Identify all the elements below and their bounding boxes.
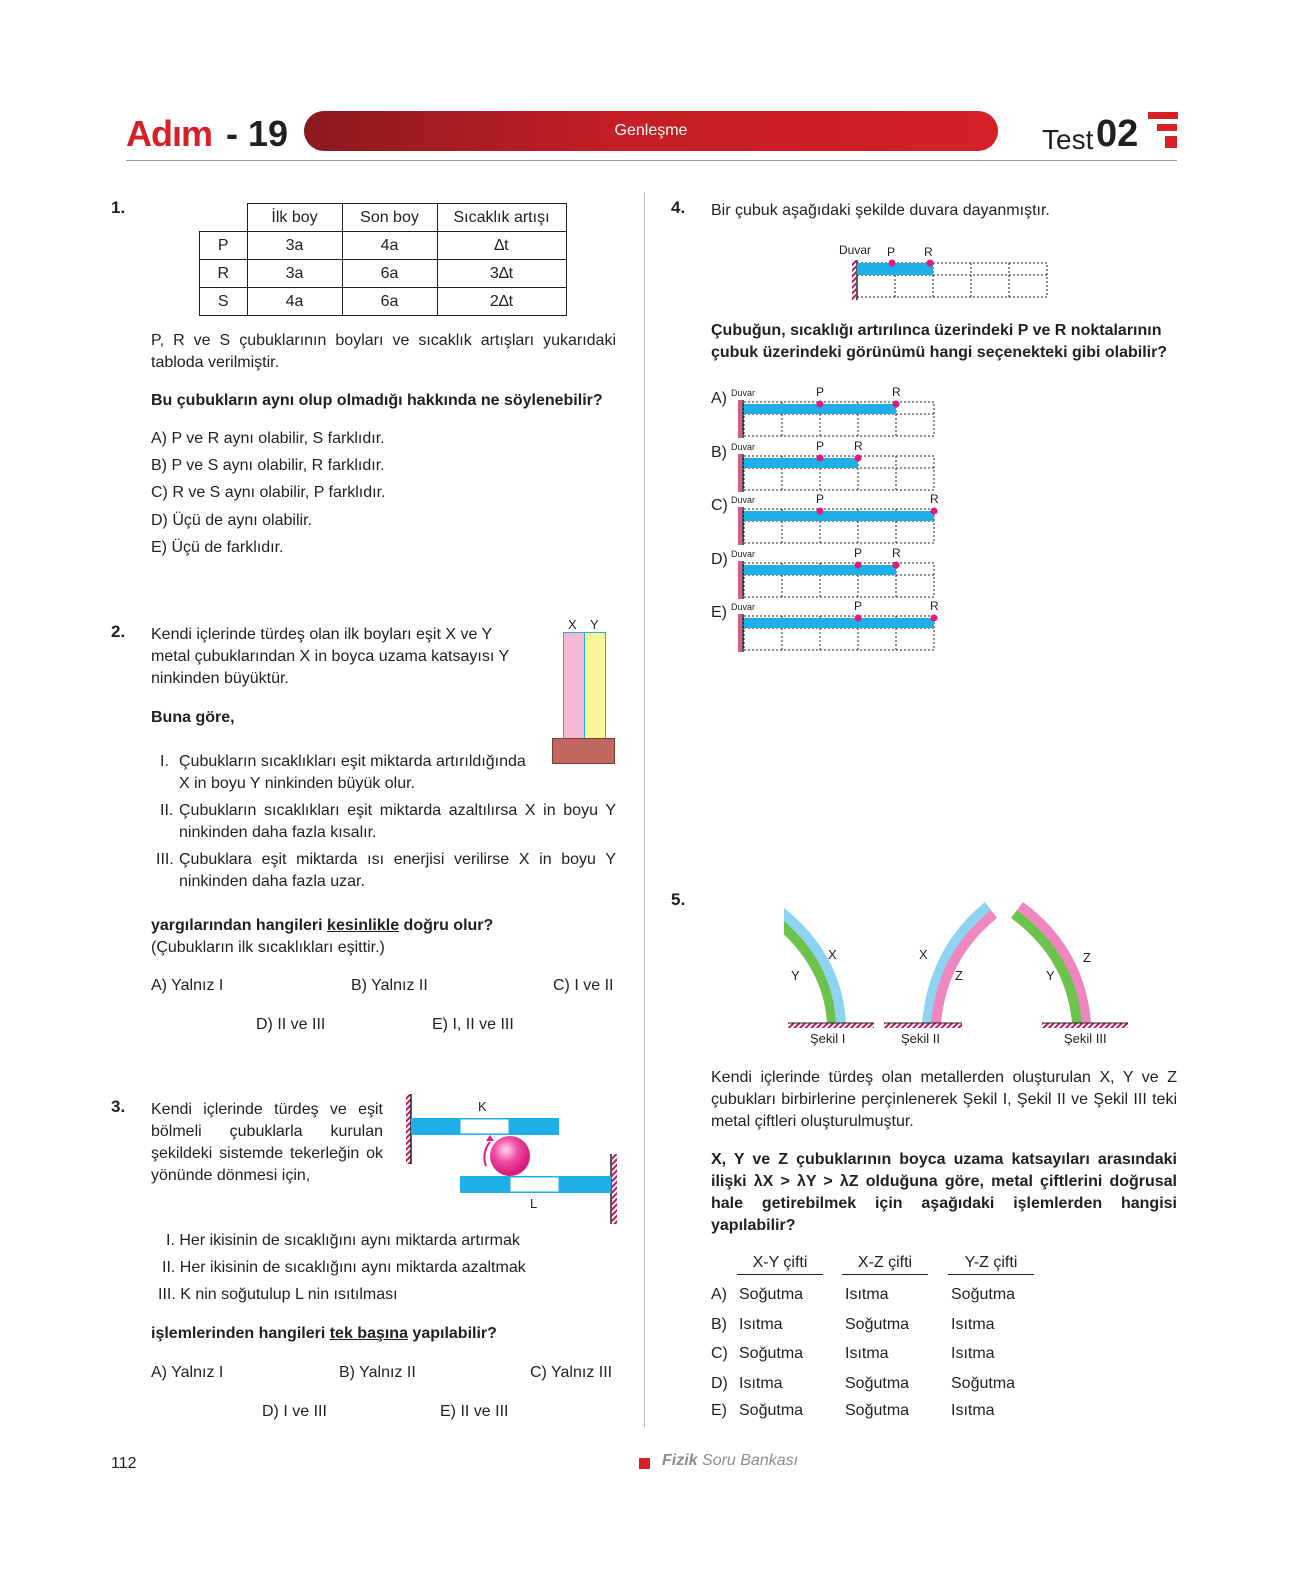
rod-x-label: X bbox=[568, 617, 577, 632]
point-r-marker bbox=[931, 615, 938, 622]
xy-value: Soğutma bbox=[739, 1286, 804, 1303]
xz-value: Soğutma bbox=[845, 1402, 910, 1419]
option-label: B) bbox=[711, 1316, 727, 1333]
table-row bbox=[200, 232, 567, 260]
figure-caption: Şekil II bbox=[901, 1031, 941, 1046]
option-b[interactable] bbox=[711, 1314, 1041, 1336]
option-e[interactable]: E) II ve III bbox=[440, 1403, 509, 1420]
xy-value: Soğutma bbox=[739, 1402, 804, 1419]
option-e[interactable]: E) Üçü de farklıdır. bbox=[151, 539, 284, 556]
option-b[interactable]: B) Yalnız II bbox=[339, 1364, 416, 1381]
point-r-label: R bbox=[854, 439, 863, 453]
brand-name: Adım bbox=[126, 113, 212, 154]
xz-value: Isıtma bbox=[845, 1286, 889, 1303]
xz-value: Soğutma bbox=[845, 1375, 910, 1392]
rod-name: S bbox=[200, 288, 248, 316]
point-r-label: R bbox=[892, 546, 901, 560]
point-r-label: R bbox=[924, 245, 933, 259]
statement-1 bbox=[166, 1230, 520, 1252]
point-r-marker bbox=[893, 562, 900, 569]
point-p-label: P bbox=[854, 546, 863, 560]
rod-grid-diagram bbox=[738, 549, 963, 601]
point-p-marker bbox=[817, 401, 824, 408]
test-number: 02 bbox=[1096, 113, 1139, 155]
prompt-emphasis: kesinlikle bbox=[327, 917, 400, 934]
option-b[interactable]: B) Yalnız II bbox=[351, 977, 428, 994]
rod-y-label: Y bbox=[590, 617, 599, 632]
yz-value: Isıtma bbox=[951, 1345, 995, 1362]
question-number: 1. bbox=[111, 198, 126, 217]
statement-text: Çubukların sıcaklıkları eşit miktarda azaltılırsa X in boyu Y ninkinden daha fazla kısalır. bbox=[179, 802, 616, 841]
wall-label: Duvar bbox=[731, 602, 756, 612]
fig3-outer-label: Z bbox=[1083, 950, 1091, 965]
statement-num: II. bbox=[160, 802, 174, 819]
statement-2 bbox=[160, 800, 616, 844]
rod-base bbox=[552, 738, 615, 764]
option-a[interactable] bbox=[711, 1284, 1041, 1306]
question-prompt bbox=[151, 1323, 497, 1345]
column-header: X-Y çifti bbox=[737, 1252, 823, 1275]
table-header: İlk boy bbox=[247, 204, 342, 232]
point-p-label: P bbox=[887, 245, 896, 259]
option-c[interactable] bbox=[711, 492, 941, 547]
question-text: Kendi içlerinde türdeş olan ilk boyları eşit X ve Y metal çubuklarından X in boyca uzama katsayısı Y ninkinden büyüktür. bbox=[151, 626, 509, 687]
prompt-part: doğru olur? bbox=[399, 917, 494, 934]
point-r-marker bbox=[931, 508, 938, 515]
rotation-arrow-icon bbox=[484, 1142, 490, 1166]
wall-right bbox=[611, 1154, 617, 1224]
figure-1 bbox=[784, 902, 874, 1028]
table-cell: 3∆t bbox=[437, 260, 566, 288]
point-p-marker bbox=[817, 455, 824, 462]
table-cell: 3a bbox=[247, 260, 342, 288]
xy-value: Soğutma bbox=[739, 1345, 804, 1362]
table-cell: 2∆t bbox=[437, 288, 566, 316]
table-cell: 6a bbox=[342, 288, 437, 316]
option-a[interactable]: A) P ve R aynı olabilir, S farklıdır. bbox=[151, 430, 385, 447]
wall-left bbox=[406, 1094, 411, 1164]
statement-text: Çubuklara eşit miktarda ısı enerjisi verilirse X in boyu Y ninkinden daha fazla uzar. bbox=[179, 851, 616, 890]
wall-label: Duvar bbox=[731, 549, 756, 559]
statement-num: II. bbox=[162, 1259, 176, 1276]
rod-bar bbox=[744, 565, 896, 575]
yz-value: Isıtma bbox=[951, 1316, 995, 1333]
rod-bar bbox=[744, 511, 934, 521]
statement-text: Her ikisinin de sıcaklığını aynı miktarda artırmak bbox=[179, 1232, 520, 1249]
statement-num: III. bbox=[156, 851, 174, 868]
topic-banner bbox=[304, 111, 998, 151]
statement-text: K nin soğutulup L nin ısıtılması bbox=[180, 1286, 398, 1303]
question-prompt: Bu çubukların aynı olup olmadığı hakkında ne söylenebilir? bbox=[151, 392, 603, 409]
question-prompt: Çubuğun, sıcaklığı artırılınca üzerindeki P ve R noktalarının çubuk üzerindeki görünümü hangi seçenekteki gibi olabilir? bbox=[711, 322, 1168, 361]
wall-label: Duvar bbox=[731, 388, 756, 398]
xz-value: Isıtma bbox=[845, 1345, 889, 1362]
option-d[interactable] bbox=[711, 1373, 1041, 1395]
option-c[interactable]: C) I ve II bbox=[553, 977, 614, 994]
fig2-outer-label: X bbox=[919, 947, 928, 962]
xz-value: Soğutma bbox=[845, 1316, 910, 1333]
prompt-part: işlemlerinden hangileri bbox=[151, 1325, 330, 1342]
rod-y bbox=[584, 632, 606, 754]
table-corner bbox=[200, 204, 248, 232]
rod-l-gap bbox=[510, 1177, 559, 1192]
fig1-inner-label: Y bbox=[791, 968, 800, 983]
figure-caption: Şekil III bbox=[1064, 1031, 1107, 1046]
q3-wheel-figure bbox=[400, 1092, 620, 1224]
question-text: Kendi içlerinde türdeş olan metallerden oluşturulan X, Y ve Z çubukları birbirlerine perçinlenerek Şekil I, Şekil II ve Şekil III teki metal çiftleri oluşturulmuştur. bbox=[711, 1069, 1177, 1130]
option-a[interactable]: A) Yalnız I bbox=[151, 1364, 224, 1381]
rod-grid-diagram bbox=[738, 442, 963, 494]
option-label: B) bbox=[711, 444, 727, 461]
point-p-label: P bbox=[816, 492, 825, 506]
point-r-marker bbox=[855, 455, 862, 462]
question-text: P, R ve S çubuklarının boyları ve sıcaklık artışları yukarıdaki tabloda verilmiştir. bbox=[151, 332, 616, 371]
option-e[interactable] bbox=[711, 1400, 1041, 1422]
rod-k-gap bbox=[460, 1119, 509, 1134]
table-row bbox=[200, 288, 567, 316]
stem-rod-diagram bbox=[852, 258, 1052, 302]
unit-number: - 19 bbox=[226, 113, 289, 154]
question-note: (Çubukların ilk sıcaklıkları eşittir.) bbox=[151, 939, 385, 956]
rod-x bbox=[563, 632, 585, 754]
wall-label: Duvar bbox=[731, 442, 756, 452]
option-label: E) bbox=[711, 1402, 727, 1419]
option-b[interactable] bbox=[711, 439, 941, 494]
rod-bar bbox=[744, 618, 934, 628]
question-number: 3. bbox=[111, 1097, 126, 1116]
option-e[interactable]: E) I, II ve III bbox=[432, 1016, 514, 1033]
wall-label: Duvar bbox=[731, 495, 756, 505]
point-p-marker bbox=[855, 615, 862, 622]
statement-3 bbox=[158, 1284, 398, 1306]
option-b[interactable]: B) P ve S aynı olabilir, R farklıdır. bbox=[151, 457, 385, 474]
arrow-head bbox=[486, 1135, 494, 1141]
rod-l-label: L bbox=[530, 1196, 538, 1211]
q1-data-table bbox=[199, 203, 567, 316]
xy-value: Isıtma bbox=[739, 1316, 783, 1333]
publisher-logo-icon bbox=[1148, 112, 1178, 152]
figure-3 bbox=[1014, 906, 1128, 1028]
fig2-inner-label: Z bbox=[955, 968, 963, 983]
option-c[interactable] bbox=[711, 1343, 1041, 1365]
option-a[interactable]: A) Yalnız I bbox=[151, 977, 224, 994]
footer-square-icon bbox=[639, 1458, 650, 1469]
point-r-marker bbox=[893, 401, 900, 408]
point-p-label: P bbox=[854, 599, 863, 613]
statement-num: I. bbox=[160, 753, 169, 770]
header-rule bbox=[126, 160, 1177, 161]
point-p-marker bbox=[855, 562, 862, 569]
q5-bimetal-figures bbox=[784, 890, 1134, 1040]
option-d[interactable]: D) I ve III bbox=[262, 1403, 327, 1420]
prompt-part: yapılabilir? bbox=[407, 1325, 497, 1342]
table-cell: 4a bbox=[247, 288, 342, 316]
table-header: Son boy bbox=[342, 204, 437, 232]
column-header: Y-Z çifti bbox=[948, 1252, 1034, 1275]
rod-grid-diagram bbox=[738, 388, 963, 440]
rod-name: R bbox=[200, 260, 248, 288]
statement-3 bbox=[156, 849, 616, 893]
prompt-emphasis: tek başına bbox=[329, 1325, 408, 1342]
option-label: D) bbox=[711, 1375, 728, 1392]
point-p-marker bbox=[817, 508, 824, 515]
topic-title: Genleşme bbox=[614, 122, 688, 139]
rod-k-label: K bbox=[478, 1099, 487, 1114]
yz-value: Soğutma bbox=[951, 1286, 1016, 1303]
option-a[interactable] bbox=[711, 385, 941, 440]
footer-subject: Fizik bbox=[662, 1452, 698, 1469]
option-label: C) bbox=[711, 497, 728, 514]
table-header: Sıcaklık artışı bbox=[437, 204, 566, 232]
rod-name: P bbox=[200, 232, 248, 260]
question-lead: Buna göre, bbox=[151, 709, 235, 726]
option-d[interactable] bbox=[711, 546, 941, 601]
statement-num: III. bbox=[158, 1286, 176, 1303]
option-c[interactable]: C) Yalnız III bbox=[530, 1364, 613, 1381]
question-number: 4. bbox=[671, 198, 686, 217]
figure-2 bbox=[884, 906, 994, 1028]
rod-bar bbox=[744, 458, 858, 468]
statement-2 bbox=[162, 1257, 526, 1279]
yz-value: Soğutma bbox=[951, 1375, 1016, 1392]
option-d[interactable]: D) Üçü de aynı olabilir. bbox=[151, 512, 312, 529]
point-r-label: R bbox=[930, 599, 939, 613]
column-divider bbox=[644, 192, 645, 1427]
option-label: C) bbox=[711, 1345, 728, 1362]
option-e[interactable] bbox=[711, 599, 941, 654]
table-cell: 6a bbox=[342, 260, 437, 288]
wheel bbox=[490, 1136, 530, 1176]
column-header: X-Z çifti bbox=[842, 1252, 928, 1275]
statement-num: I. bbox=[166, 1232, 175, 1249]
option-c[interactable]: C) R ve S aynı olabilir, P farklıdır. bbox=[151, 484, 386, 501]
point-p-label: P bbox=[816, 385, 825, 399]
statement-1 bbox=[160, 751, 530, 795]
wall-label: Duvar bbox=[839, 243, 872, 257]
footer-book-title bbox=[662, 1452, 798, 1470]
question-prompt bbox=[151, 915, 621, 937]
fig3-inner-label: Y bbox=[1046, 968, 1055, 983]
question-number: 2. bbox=[111, 622, 126, 641]
xy-value: Isıtma bbox=[739, 1375, 783, 1392]
question-number: 5. bbox=[671, 890, 686, 909]
question-text: Bir çubuk aşağıdaki şekilde duvara dayanmıştır. bbox=[711, 202, 1050, 219]
footer-book: Soru Bankası bbox=[702, 1452, 799, 1469]
point-r-label: R bbox=[892, 385, 901, 399]
table-row bbox=[200, 260, 567, 288]
point-p-label: P bbox=[816, 439, 825, 453]
table-cell: 4a bbox=[342, 232, 437, 260]
test-label: Test bbox=[1042, 124, 1094, 155]
option-label: D) bbox=[711, 551, 728, 568]
page-number: 112 bbox=[111, 1455, 137, 1472]
fig1-outer-label: X bbox=[828, 947, 837, 962]
option-label: A) bbox=[711, 390, 727, 407]
table-cell: 3a bbox=[247, 232, 342, 260]
question-text: Kendi içlerinde türdeş ve eşit bölmeli çubuklarla kurulan şekildeki sistemde tekerleğin ok yönünde dönmesi için, bbox=[151, 1101, 383, 1184]
option-d[interactable]: D) II ve III bbox=[256, 1016, 326, 1033]
question-prompt: X, Y ve Z çubuklarının boyca uzama katsayıları arasındaki ilişki λX > λY > λZ olduğuna göre, metal çiftlerini doğrusal hale getirebilmek için aşağıdaki işlemlerden hangisi yapılabilir? bbox=[711, 1151, 1177, 1234]
figure-caption: Şekil I bbox=[810, 1031, 846, 1046]
option-label: A) bbox=[711, 1286, 727, 1303]
point-r-label: R bbox=[930, 492, 939, 506]
table-cell: ∆t bbox=[437, 232, 566, 260]
option-label: E) bbox=[711, 604, 727, 621]
statement-text: Çubukların sıcaklıkları eşit miktarda artırıldığında X in boyu Y ninkinden büyük olur. bbox=[179, 753, 526, 792]
statement-text: Her ikisinin de sıcaklığını aynı miktarda azaltmak bbox=[179, 1259, 526, 1276]
prompt-part: yargılarından hangileri bbox=[151, 917, 328, 934]
brand-logo bbox=[126, 113, 212, 155]
yz-value: Isıtma bbox=[951, 1402, 995, 1419]
